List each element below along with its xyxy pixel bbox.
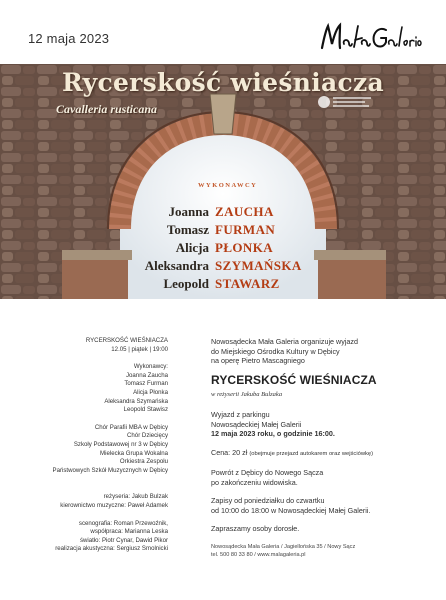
- opera-title: RYCERSKOŚĆ WIEŚNIACZA: [211, 372, 377, 387]
- credit: współpraca: Marianna Leska: [90, 528, 168, 536]
- ensemble: Chór Parafii MBA w Dębicy: [94, 423, 168, 431]
- credit: kierownictwo muzyczne: Paweł Adamek: [60, 501, 168, 509]
- departure-line: Wyjazd z parkingu: [211, 410, 270, 419]
- cast-last-name: STAWARZ: [215, 276, 280, 291]
- performer: Alicja Płonka: [133, 388, 168, 396]
- signup-line: od 10:00 do 18:00 w Nowosądeckiej Małej Galerii.: [211, 505, 371, 515]
- ensemble: Szkoły Podstawowej nr 3 w Dębicy: [73, 440, 168, 448]
- performers-heading: Wykonawcy:: [133, 363, 168, 371]
- ensemble: Państwowych Szkół Muzycznych w Dębicy: [52, 466, 168, 474]
- poster-title: Rycerskość wieśniacza: [61, 68, 385, 97]
- date-label: 12 maja 2023: [28, 31, 110, 46]
- performer: Joanna Zaucha: [125, 371, 168, 379]
- invite-line: Zapraszamy osoby dorosłe.: [211, 524, 300, 533]
- cast-first-name: Joanna: [168, 204, 209, 219]
- departure-time: 12 maja 2023 roku, o godzinie 16:00.: [211, 429, 335, 438]
- return-line: Powrót z Dębicy do Nowego Sącza: [211, 468, 324, 477]
- price-note: (obejmuje przejazd autokarem oraz wejściówkę): [249, 450, 374, 457]
- intro-line: do Miejskiego Ośrodka Kultury w Dębicy: [211, 346, 340, 356]
- poster-subtitle: Cavalleria rusticana: [56, 102, 158, 116]
- cast-first-name: Alicja: [175, 240, 209, 255]
- performer: Tomasz Furman: [124, 380, 168, 388]
- cast-last-name: PŁONKA: [215, 240, 274, 255]
- credit: scenografia: Roman Przewoźnik,: [78, 519, 168, 527]
- event-details-left: [53, 337, 168, 554]
- cast-last-name: FURMAN: [215, 222, 276, 237]
- credit: realizacja akustyczna: Sergiusz Smolnicki: [55, 545, 168, 553]
- return-line: po zakończeniu widowiska.: [211, 477, 298, 487]
- cast-first-name: Leopold: [163, 276, 209, 291]
- intro-line: Nowosądecka Mała Galeria organizuje wyjazd: [211, 337, 359, 346]
- ensemble: Chór Dziecięcy: [127, 432, 168, 440]
- signup-line: Zapisy od poniedziałku do czwartku: [211, 496, 325, 505]
- performer: Aleksandra Szymańska: [104, 397, 168, 405]
- price-label: Cena: 20 zł: [211, 447, 248, 457]
- cast-first-name: Tomasz: [166, 222, 209, 237]
- event-date: 12.05 | piątek | 19:00: [111, 345, 168, 353]
- event-poster: [0, 64, 446, 299]
- price: [211, 448, 436, 460]
- performer: Leopold Stawisz: [123, 406, 168, 414]
- event-details-right: [211, 337, 436, 559]
- ensemble: Orkiestra Zespołu: [119, 458, 168, 466]
- departure-line: Nowosądeckiej Małej Galerii: [211, 419, 302, 429]
- footer-contact: tel. 500 80 33 80 / www.malagaleria.pl: [211, 551, 306, 558]
- ensemble: Mielecka Grupa Wokalna: [100, 449, 168, 457]
- mala-galeria-logo: [318, 20, 422, 56]
- credit: światło: Piotr Cynar, Dawid Pikor: [79, 536, 168, 544]
- cast-heading: WYKONAWCY: [198, 182, 258, 189]
- cast-first-name: Aleksandra: [144, 258, 209, 273]
- cast-last-name: SZYMAŃSKA: [215, 258, 302, 273]
- footer-address: Nowosądecka Mała Galeria / Jagiellońska 35 / Nowy Sącz: [211, 543, 356, 550]
- intro-line: na operę Pietro Mascagniego: [211, 356, 305, 365]
- cast-last-name: ZAUCHA: [215, 204, 274, 219]
- event-title: RYCERSKOŚĆ WIEŚNIACZA: [85, 337, 168, 344]
- direction-note: w reżyserii Jakuba Bulzaka: [211, 390, 283, 398]
- credit: reżyseria: Jakub Bulzak: [103, 493, 168, 501]
